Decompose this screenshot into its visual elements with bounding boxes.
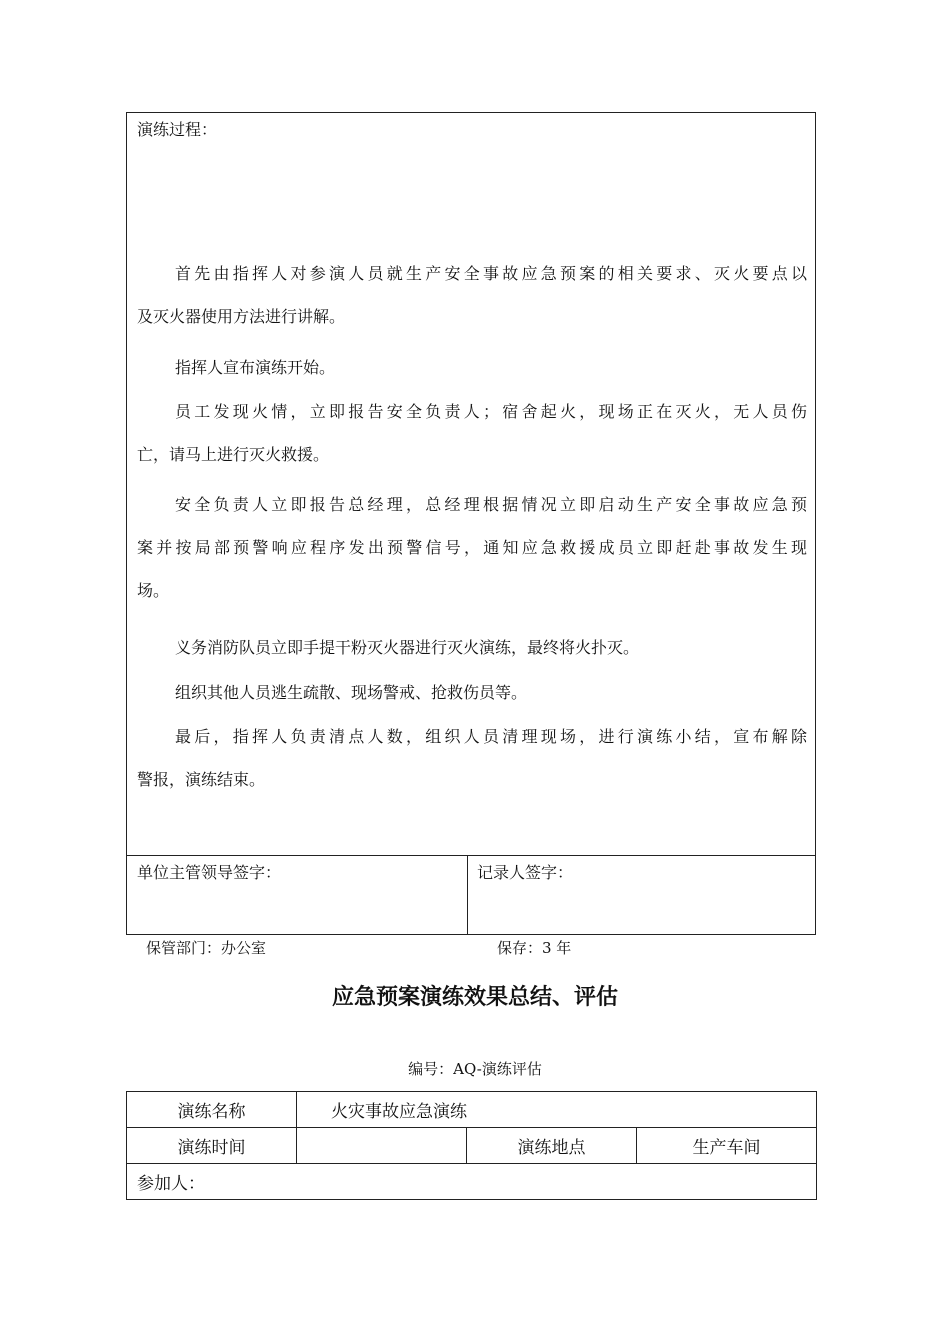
drill-time-label: 演练时间 [127,1128,297,1164]
paragraph-line: 及灭火器使用方法进行讲解。 [137,307,346,326]
paragraph-line: 亡，请马上进行灭火救援。 [137,445,330,464]
drill-name-value: 火灾事故应急演练 [297,1092,817,1128]
process-heading: 演练过程： [137,120,218,139]
paragraph-conclusion [137,715,807,801]
paragraph-briefing [137,252,807,338]
paragraph-line: 组织其他人员逃生疏散、现场警戒、抢救伤员等。 [175,683,528,702]
leader-signature-label: 单位主管领导签字： [137,863,282,882]
paragraph-line: 案并按局部预警响应程序发出预警信号，通知应急救援成员立即赶赴事故发生现 [137,538,807,557]
paragraph-line: 警报，演练结束。 [137,770,266,789]
signature-divider [467,856,468,934]
paragraph-response [137,483,807,612]
drill-location-label: 演练地点 [467,1128,637,1164]
evaluation-title: 应急预案演练效果总结、评估 [331,984,618,1010]
table-row [127,1092,817,1128]
paragraph-fire-found [137,390,807,476]
retention-period: 保存：3 年 [497,939,572,957]
paragraph-line: 指挥人宣布演练开始。 [175,358,336,377]
paragraph-line: 义务消防队员立即手提干粉灭火器进行灭火演练，最终将火扑灭。 [175,638,640,657]
signature-row [126,855,816,935]
paragraph-extinguish [137,626,807,669]
recorder-signature-label: 记录人签字： [477,863,574,882]
paragraph-evacuation [137,671,807,714]
paragraph-start [137,346,807,389]
evaluation-table [126,1091,817,1200]
paragraph-line: 员工发现火情，立即报告安全负责人；宿舍起火，现场正在灭火，无人员伤 [175,402,807,421]
paragraph-line: 最后，指挥人负责清点人数，组织人员清理现场，进行演练小结，宣布解除 [175,727,807,746]
paragraph-line: 首先由指挥人对参演人员就生产安全事故应急预案的相关要求、灭火要点以 [175,264,807,283]
paragraph-line: 安全负责人立即报告总经理，总经理根据情况立即启动生产安全事故应急预 [175,495,807,514]
table-row [127,1164,817,1200]
drill-process-section [126,112,816,856]
participants-label: 参加人： [127,1164,817,1200]
drill-name-label: 演练名称 [127,1092,297,1128]
table-row [127,1128,817,1164]
drill-time-value [297,1128,467,1164]
custodian-department: 保管部门：办公室 [146,939,267,957]
drill-location-value: 生产车间 [637,1128,817,1164]
paragraph-line: 场。 [137,581,170,600]
evaluation-code: 编号：AQ-演练评估 [408,1060,542,1078]
